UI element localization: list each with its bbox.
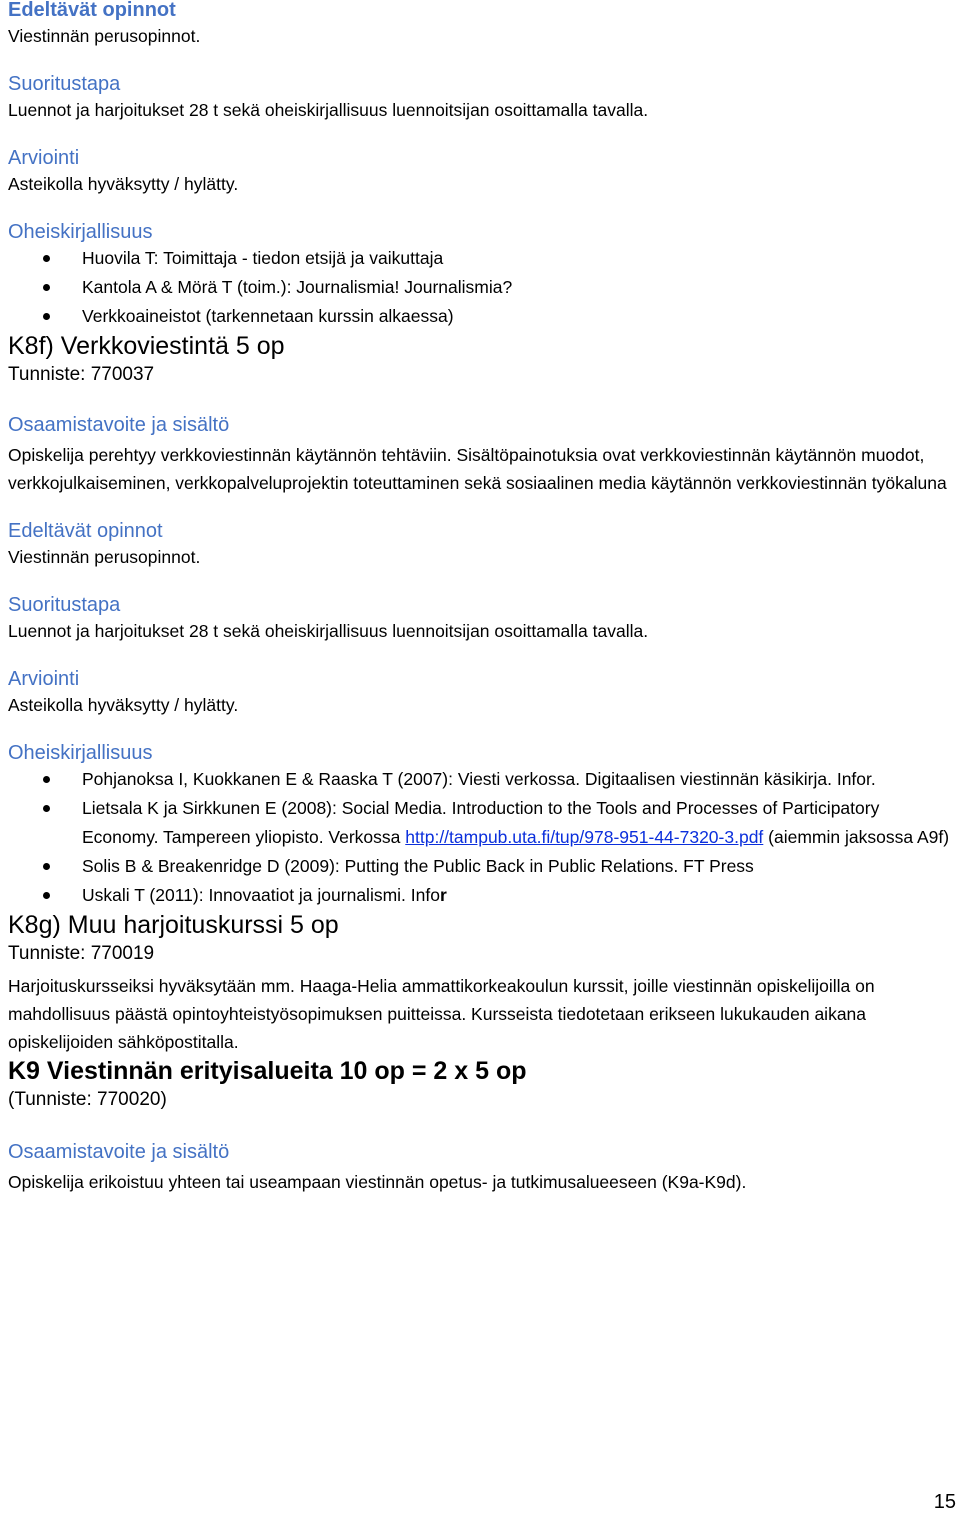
method-text: Luennot ja harjoitukset 28 t sekä oheiskirjallisuus luennoitsijan osoittamalla tavalla.	[8, 100, 649, 120]
bullet-icon	[43, 863, 50, 870]
prereq-text: Viestinnän perusopinnot.	[8, 26, 201, 46]
list-item: Lietsala K ja Sirkkunen E (2008): Social Media. Introduction to the Tools and Processes of Participatory Economy. Tampereen yliopisto. Verkossa http://tampub.uta.fi/tup/978-951-44-7320-3.pdf (aiemmin jaksossa A9f)	[8, 794, 952, 852]
course-id-k8f: Tunniste: 770037	[8, 364, 155, 385]
list-item: Kantola A & Mörä T (toim.): Journalismia! Journalismia?	[8, 273, 952, 302]
eval-heading: Arviointi	[8, 668, 80, 690]
goal-heading: Osaamistavoite ja sisältö	[8, 414, 230, 436]
bullet-icon	[43, 805, 50, 812]
method-text: Luennot ja harjoitukset 28 t sekä oheiskirjallisuus luennoitsijan osoittamalla tavalla.	[8, 621, 649, 641]
goal-text: Opiskelija perehtyy verkkoviestinnän käytännön tehtäviin. Sisältöpainotuksia ovat verkkoviestinnän käytännön muodot, verkkojulkaiseminen, verkkopalveluprojektin toteuttaminen sekä sosiaalinen media käytännön verkkoviestinnän työkaluna	[8, 445, 947, 493]
goal-text: Opiskelija erikoistuu yhteen tai useampaan viestinnän opetus- ja tutkimusalueeseen (K9a-K9d).	[8, 1172, 747, 1192]
bullet-icon	[43, 255, 50, 262]
eval-heading: Arviointi	[8, 147, 80, 169]
method-heading: Suoritustapa	[8, 594, 121, 616]
list-item: Solis B & Breakenridge D (2009): Putting the Public Back in Public Relations. FT Press	[8, 852, 952, 881]
course-id-k9: (Tunniste: 770020)	[8, 1089, 167, 1110]
page-number: 15	[933, 1491, 956, 1513]
course-title-k8g: K8g) Muu harjoituskurssi 5 op	[8, 911, 339, 939]
bullet-icon	[43, 892, 50, 899]
course-title-k9: K9 Viestinnän erityisalueita 10 op = 2 x 5 op	[8, 1057, 527, 1085]
list-item: Pohjanoksa I, Kuokkanen E & Raaska T (2007): Viesti verkossa. Digitaalisen viestinnän käsikirja. Infor.	[8, 765, 952, 794]
bullet-icon	[43, 313, 50, 320]
bullet-icon	[43, 284, 50, 291]
tampub-link[interactable]: http://tampub.uta.fi/tup/978-951-44-7320-3.pdf	[405, 827, 764, 847]
eval-text: Asteikolla hyväksytty / hylätty.	[8, 174, 239, 194]
literature-heading: Oheiskirjallisuus	[8, 742, 153, 764]
course-text-k8g: Harjoituskursseiksi hyväksytään mm. Haaga-Helia ammattikorkeakoulun kurssit, joille viestinnän opiskelijoilla on mahdollisuus päästä opintoyhteistyösopimuksen puitteissa. Kursseista tiedotetaan erikseen lukukauden aikana opiskelijoiden sähköpostitalla.	[8, 976, 875, 1052]
method-heading: Suoritustapa	[8, 73, 121, 95]
literature-list	[8, 244, 952, 331]
bullet-icon	[43, 776, 50, 783]
eval-text: Asteikolla hyväksytty / hylätty.	[8, 695, 239, 715]
goal-heading: Osaamistavoite ja sisältö	[8, 1141, 230, 1163]
literature-list	[8, 765, 952, 910]
prereq-text: Viestinnän perusopinnot.	[8, 547, 201, 567]
course-id-k8g: Tunniste: 770019	[8, 943, 155, 964]
course-title-k8f: K8f) Verkkoviestintä 5 op	[8, 332, 285, 360]
list-item: Verkkoaineistot (tarkennetaan kurssin alkaessa)	[8, 302, 952, 331]
prereq-heading: Edeltävät opinnot	[8, 520, 163, 542]
document-page	[8, 0, 952, 1196]
list-item: Huovila T: Toimittaja - tiedon etsijä ja vaikuttaja	[8, 244, 952, 273]
prereq-heading: Edeltävät opinnot	[8, 0, 176, 21]
list-item: Uskali T (2011): Innovaatiot ja journalismi. Infor	[8, 881, 952, 910]
literature-heading: Oheiskirjallisuus	[8, 221, 153, 243]
